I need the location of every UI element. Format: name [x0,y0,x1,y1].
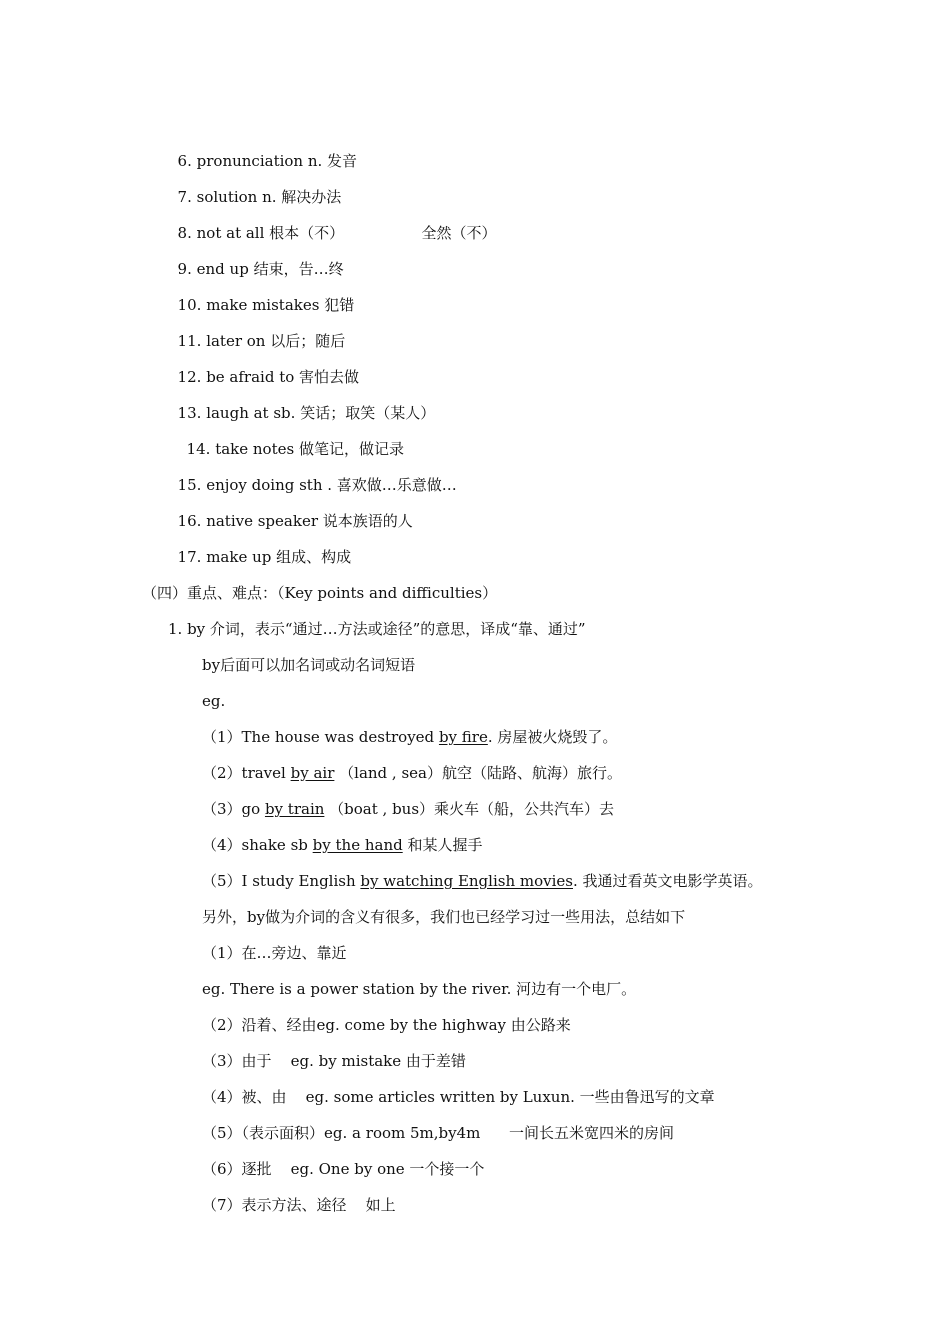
vocab-text: be afraid to 害怕去做 [206,368,360,386]
vocab-text: laugh at sb. 笑话；取笑（某人） [206,404,436,422]
usage-2: （2）沿着、经由eg. come by the highway 由公路来 [202,1016,571,1034]
example-1 [202,725,617,749]
vocab-text: enjoy doing sth . 喜欢做…乐意做… [206,476,457,494]
example-translation: . 我通过看英文电影学英语。 [572,872,763,890]
example-2 [202,761,622,785]
vocab-number: 15. [177,476,202,494]
vocab-item-11 [168,305,346,350]
example-underlined-phrase: by train [264,800,325,818]
vocab-number: 12. [177,368,202,386]
vocab-number: 7. [177,188,192,206]
example-underlined-phrase: by the hand [312,836,403,854]
usage-7: （7）表示方法、途径 如上 [202,1196,396,1214]
example-text: （2）travel [202,764,291,782]
vocab-item-12 [168,341,360,386]
vocab-item-8 [168,197,345,242]
usage-6: （6）逐批 eg. One by one 一个接一个 [202,1160,485,1178]
vocab-item-17 [168,521,352,566]
example-translation: （land , sea）航空（陆路、航海）旅行。 [334,764,622,782]
example-4 [202,833,482,857]
vocab-text: native speaker 说本族语的人 [206,512,413,530]
vocab-text: solution n. 解决办法 [196,188,342,206]
example-text: （3）go [202,800,265,818]
vocab-number: 11. [177,332,202,350]
vocab-item-7 [168,161,342,206]
usage-3: （3）由于 eg. by mistake 由于差错 [202,1052,466,1070]
example-text: （5）I study English [202,872,361,890]
vocab-text: not at all 根本（不） [196,224,345,242]
example-translation: 和某人握手 [402,836,483,854]
vocab-item-16 [168,485,413,530]
vocab-item-6 [168,125,358,170]
vocab-item-9 [168,233,344,278]
vocab-number: 14. [186,440,211,458]
summary-text: 另外，by做为介词的含义有很多，我们也已经学习过一些用法，总结如下 [202,908,686,926]
vocab-text: make up 组成、构成 [206,548,352,566]
usage-5: （5）（表示面积）eg. a room 5m,by4m 一间长五米宽四米的房间 [202,1124,674,1142]
vocab-text: later on 以后；随后 [206,332,346,350]
usage-4: （4）被、由 eg. some articles written by Luxun. 一些由鲁迅写的文章 [202,1088,715,1106]
vocab-text-alt: 全然（不） [421,224,497,242]
vocab-item-8-alt [412,197,497,242]
example-translation: . 房屋被火烧毁了。 [487,728,618,746]
vocab-number: 10. [177,296,202,314]
vocab-number: 8. [177,224,192,242]
example-underlined-phrase: by watching English movies [360,872,573,890]
example-5 [202,869,763,893]
vocab-text: pronunciation n. 发音 [196,152,358,170]
usage-1: （1）在…旁边、靠近 [202,944,347,962]
point-note: by后面可以加名词或动名词短语 [202,656,416,674]
example-text: （1）The house was destroyed [202,728,439,746]
vocab-number: 6. [177,152,192,170]
usage-1-example: eg. There is a power station by the river. 河边有一个电厂。 [202,980,637,998]
example-text: （4）shake sb [202,836,313,854]
section-heading: （四）重点、难点：（Key points and difficulties） [142,584,498,602]
eg-label: eg. [202,692,226,710]
point-title: 1. by 介词，表示“通过…方法或途径”的意思，译成“靠、通过” [168,620,586,638]
vocab-item-10 [168,269,355,314]
vocab-number: 13. [177,404,202,422]
vocab-item-13 [168,377,436,422]
example-underlined-phrase: by fire [438,728,488,746]
vocab-item-14 [177,413,404,458]
vocab-item-15 [168,449,457,494]
vocab-number: 17. [177,548,202,566]
example-translation: （boat , bus）乘火车（船，公共汽车）去 [324,800,615,818]
vocab-text: end up 结束，告…终 [196,260,344,278]
example-3 [202,797,614,821]
example-underlined-phrase: by air [290,764,335,782]
vocab-text: take notes 做笔记，做记录 [215,440,404,458]
vocab-text: make mistakes 犯错 [206,296,355,314]
vocab-number: 9. [177,260,192,278]
vocab-number: 16. [177,512,202,530]
